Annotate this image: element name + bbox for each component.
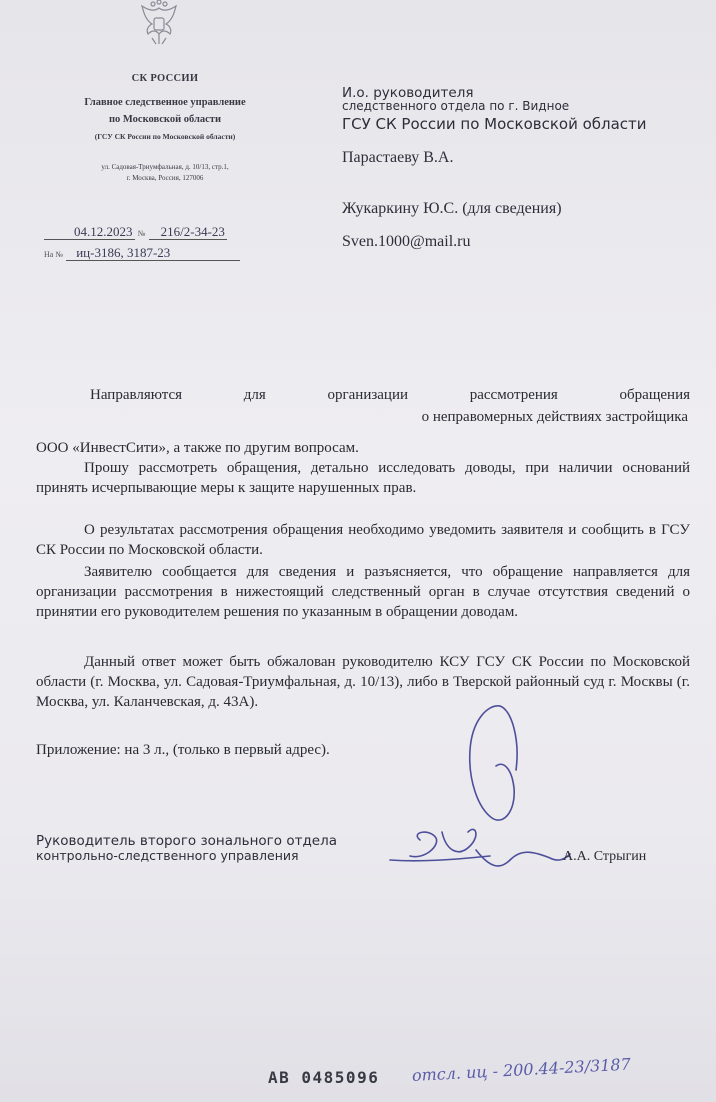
incoming-reference xyxy=(44,245,240,261)
body-paragraph4: Заявителю сообщается для сведения и разъясняется, что обращение направляется для организации рассмотрения в нижестоящий следственный орган в случае отсутствия сведений о принятии его руководителем решения по указанным в обращении доводам. xyxy=(36,564,690,620)
addressee-person1: Парастаеву В.А. xyxy=(342,149,454,166)
addressee-person2: Жукаркину Ю.С. (для сведения) xyxy=(342,200,562,217)
form-serial-number: АВ 0485096 xyxy=(268,1068,380,1087)
handwritten-signature-icon xyxy=(380,700,580,890)
org-address-line2: г. Москва, Россия, 127006 xyxy=(126,174,204,182)
org-name-abbrev: (ГСУ СК России по Московской области) xyxy=(94,132,236,141)
body-paragraph3: О результатах рассмотрения обращения необходимо уведомить заявителя и сообщить в ГСУ СК России по Московской области. xyxy=(36,522,690,558)
outgoing-reference xyxy=(44,224,227,240)
org-name-line2: по Московской области xyxy=(108,114,222,125)
in-reply-label: На № xyxy=(44,250,63,259)
body-paragraph1-line2: о неправомерных действиях застройщика xyxy=(421,409,688,425)
org-address-line1: ул. Садовая-Триумфальная, д. 10/13, стр.1, xyxy=(101,163,229,171)
signatory-title-line1: Руководитель второго зонального отдела xyxy=(36,833,337,849)
body-paragraph2: Прошу рассмотреть обращения, детально исследовать доводы, при наличии оснований принять исчерпывающие меры к защите нарушенных прав. xyxy=(36,460,690,496)
letter-date: 04.12.2023 xyxy=(44,224,135,240)
addressee-title-line3: ГСУ СК России по Московской области xyxy=(342,115,647,133)
agency-name: СК РОССИИ xyxy=(131,73,199,84)
signatory-name: А.А. Стрыгин xyxy=(563,849,647,864)
number-label: № xyxy=(137,229,146,238)
body-paragraph1-line1: Направляются для организации рассмотрения обращения xyxy=(90,387,690,403)
addressee-title-line2: следственного отдела по г. Видное xyxy=(342,99,570,113)
letter-number: 216/2-34-23 xyxy=(149,224,227,240)
signatory-title-line2: контрольно-следственного управления xyxy=(36,848,299,863)
handwritten-note: отсл. иц - 200.44-23/3187 xyxy=(411,1054,632,1085)
addressee-title-line1: И.о. руководителя xyxy=(342,85,474,101)
org-name-line1: Главное следственное управление xyxy=(84,97,246,108)
attachment-note: Приложение: на 3 л., (только в первый адрес). xyxy=(36,742,330,758)
in-reply-number: иц-3186, 3187-23 xyxy=(66,245,240,261)
body-paragraph5: Данный ответ может быть обжалован руководителю КСУ ГСУ СК России по Московской области (г. Москва, ул. Садовая-Триумфальная, д. 10/13), либо в Тверской районный суд г. Москвы (г. Москва, ул. Каланчевская, д. 43А). xyxy=(36,654,690,710)
addressee-email: Sven.1000@mail.ru xyxy=(342,233,471,250)
body-paragraph1-line3: ООО «ИнвестСити», а также по другим вопросам. xyxy=(36,440,359,456)
russian-coat-of-arms-icon xyxy=(134,0,184,46)
